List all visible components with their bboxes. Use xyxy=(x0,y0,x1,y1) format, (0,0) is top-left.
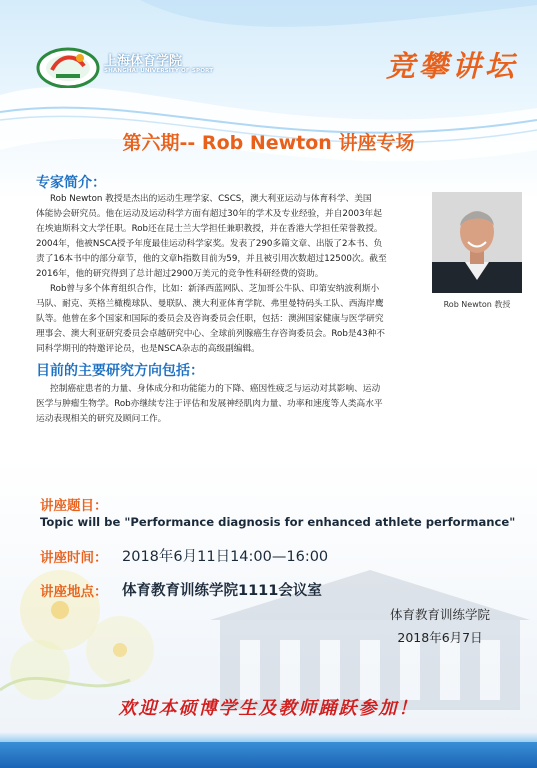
time-label: 讲座时间： xyxy=(40,550,108,566)
school-name-en: SHANGHAI UNIVERSITY OF SPORT xyxy=(104,68,214,74)
bio-paragraph-1 xyxy=(36,192,426,282)
bio-paragraph-2 xyxy=(36,282,426,357)
bio-line: 体能协会研究员。他在运动及运动科学方面有超过30年的学术及专业经验，并自2003年起 xyxy=(36,209,382,219)
bio-line: Rob Newton 教授是杰出的运动生理学家、CSCS，澳大利亚运动与体育科学、美国 xyxy=(50,194,372,204)
flower-decoration xyxy=(0,540,190,720)
research-line: 运动表现相关的研究及顾问工作。 xyxy=(36,414,167,424)
topic-value: Topic will be "Performance diagnosis for enhanced athlete performance" xyxy=(40,515,516,529)
research-line: 医学与肿瘤生物学。Rob亦继续专注于评估和发展神经肌肉力量、功率和速度等人类高水平 xyxy=(36,399,383,409)
bio-line: 队等。他曾在多个国家和国际的委员会及咨询委员会任职，包括：澳洲国家健康与医学研究 xyxy=(36,314,384,324)
bio-line: 在埃迪斯科文大学任职。Rob还在昆士兰大学担任兼职教授，并在香港大学担任荣誉教授。 xyxy=(36,224,383,234)
bio-line: 理事会、澳大利亚研究委员会卓越研究中心、全球前列腺癌生存咨询委员会。Rob是43种不 xyxy=(36,329,385,339)
research-line: 控制癌症患者的力量、身体成分和功能能力的下降、癌因性疲乏与运动对其影响、运动 xyxy=(50,384,381,394)
time-value: 2018年6月11日14:00—16:00 xyxy=(122,549,329,565)
bio-heading: 专家简介： xyxy=(36,175,106,191)
topic-label: 讲座题目： xyxy=(40,498,108,514)
speaker-portrait-icon xyxy=(432,192,522,293)
bio-line: Rob曾与多个体育组织合作，比如：新泽西蓝网队、芝加哥公牛队、印第安纳波利斯小 xyxy=(50,284,380,294)
research-heading: 目前的主要研究方向包括： xyxy=(36,363,204,379)
page-title: 第六期-- Rob Newton 讲座专场 xyxy=(122,132,415,154)
signature-org: 体育教育训练学院 xyxy=(389,607,490,622)
photo-caption: Rob Newton 教授 xyxy=(443,300,511,309)
bio-line: 2004年，他被NSCA授予年度最佳运动科学家奖。发表了290多篇文章、出版了2本书、负 xyxy=(36,239,383,249)
bio-line: 同科学期刊的特邀评论员，也是NSCA杂志的高级副编辑。 xyxy=(36,344,260,354)
series-title: 竞攀讲坛 xyxy=(385,49,518,83)
speaker-photo xyxy=(432,192,522,293)
location-label: 讲座地点： xyxy=(40,584,108,600)
welcome-message: 欢迎本硕博学生及教师踊跃参加！ xyxy=(118,698,419,719)
header-wave-decoration xyxy=(0,0,537,200)
bio-line: 马队、耐克、英格兰橄榄球队、曼联队、澳大利亚体育学院、弗里曼特码头工队、西海岸鹰 xyxy=(36,299,384,309)
research-paragraph xyxy=(36,382,510,427)
bio-line: 2016年，他的研究得到了总计超过2900万美元的竞争性科研经费的资助。 xyxy=(36,269,324,279)
school-name-cn: 上海体育学院 xyxy=(104,54,183,69)
location-value: 体育教育训练学院1111会议室 xyxy=(122,583,322,599)
bio-line: 责了16本书中的部分章节，他的文章h指数目前为59，并且被引用次数超过12500次。截至 xyxy=(36,254,387,264)
footer-bar xyxy=(0,742,537,768)
signature-date: 2018年6月7日 xyxy=(397,630,483,645)
school-logo-icon xyxy=(36,44,100,88)
